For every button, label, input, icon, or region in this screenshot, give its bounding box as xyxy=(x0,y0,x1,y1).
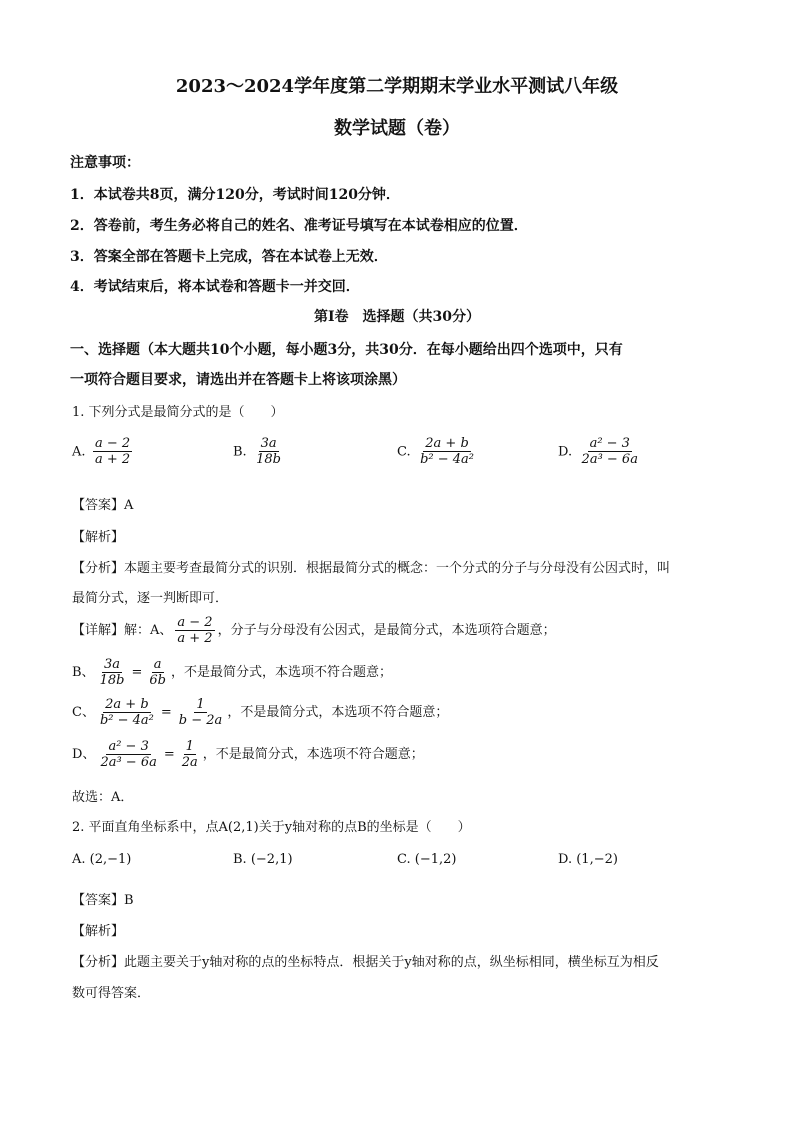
detail-suffix: ，不是最简分式，本选项不符合题意； xyxy=(202,747,424,762)
q2-analysis-heading: 【解析】 xyxy=(72,924,125,939)
option-label: C. xyxy=(397,444,411,460)
option-label: C. xyxy=(397,852,411,867)
q1-analysis: 【分析】本题主要考查最简分式的识别．根据最简分式的概念：一个分式的分子与分母没有公因式时，叫 xyxy=(72,561,671,576)
q2-analysis: 【分析】此题主要关于y轴对称的点的坐标特点．根据关于y轴对称的点，纵坐标相同，横坐标互为相反 xyxy=(72,955,659,970)
numerator: 3a xyxy=(260,436,277,451)
denominator: 18b xyxy=(99,673,125,688)
numerator: a² − 3 xyxy=(108,739,149,754)
notice-item: 4．考试结束后，将本试卷和答题卡一并交回． xyxy=(70,279,360,295)
notice-item: 2．答卷前，考生务必将自己的姓名、准考证号填写在本试卷相应的位置． xyxy=(70,218,528,234)
numerator: a² − 3 xyxy=(589,436,630,451)
fraction xyxy=(98,697,156,728)
denominator: 2a³ − 6a xyxy=(581,452,638,467)
fraction xyxy=(580,436,640,467)
fraction xyxy=(98,739,158,770)
q1-option-b xyxy=(233,436,286,467)
fraction xyxy=(98,657,127,688)
q1-answer: 【答案】A xyxy=(72,498,134,513)
section-instruction: 一、选择题（本大题共10个小题，每小题3分，共30分．在每小题给出四个选项中，只有 xyxy=(70,342,623,358)
detail-suffix: ，分子与分母没有公因式，是最简分式，本选项符合题意； xyxy=(217,623,556,638)
q2-option-b xyxy=(233,852,293,867)
page-title: 2023～2024学年度第二学期期末学业水平测试八年级 xyxy=(175,76,619,97)
option-label: A. xyxy=(72,444,86,460)
q1-analysis: 最简分式，逐一判断即可． xyxy=(72,591,229,606)
denominator: 2a³ − 6a xyxy=(100,755,157,770)
notice-heading: 注意事项： xyxy=(70,155,140,171)
section-title: 第Ⅰ卷 选择题（共30分） xyxy=(313,309,481,325)
option-value: (2,−1) xyxy=(89,852,132,867)
q2-option-d xyxy=(558,852,618,867)
denominator: a + 2 xyxy=(94,452,131,467)
numerator: a − 2 xyxy=(177,615,213,630)
question-2-stem: 2. 平面直角坐标系中，点A(2,1)关于y轴对称的点B的坐标是（ ） xyxy=(72,820,471,835)
detail-prefix: D、 xyxy=(72,747,96,762)
detail-suffix: ，不是最简分式，本选项不符合题意； xyxy=(227,705,449,720)
fraction xyxy=(147,657,168,688)
q1-analysis-heading: 【解析】 xyxy=(72,530,125,545)
page-subtitle: 数学试题（卷） xyxy=(334,118,460,139)
numerator: 1 xyxy=(185,739,194,754)
question-1-stem: 1. 下列分式是最简分式的是（ ） xyxy=(72,405,284,420)
q1-option-a xyxy=(72,436,135,467)
numerator: 1 xyxy=(196,697,205,712)
detail-prefix: 【详解】解：A、 xyxy=(72,623,173,638)
detail-prefix: B、 xyxy=(72,665,95,680)
numerator: 3a xyxy=(103,657,121,672)
q1-detail-b: B、 $\frac{3a}{18b}$ = $\frac{a}{6b}$ ，不是最简分式，本选项不符合题意； xyxy=(72,657,392,688)
denominator: 2a xyxy=(181,755,198,770)
denominator: 18b xyxy=(256,452,282,467)
fraction xyxy=(177,697,225,728)
detail-prefix: C、 xyxy=(72,705,95,720)
numerator: a − 2 xyxy=(94,436,131,451)
option-value: (−2,1) xyxy=(250,852,293,867)
notice-item: 1．本试卷共8页，满分120分，考试时间120分钟． xyxy=(70,187,400,203)
q2-option-c xyxy=(397,852,456,867)
q1-detail-c: C、 $\frac{2a + b}{\text{b² − 4a²}}$ = $\frac{1}{b - 2a}$ ，不是最简分式，本选项不符合题意； xyxy=(72,697,449,728)
denominator: b² − 4a² xyxy=(99,713,154,728)
denominator: b² − 4a² xyxy=(420,452,475,467)
fraction xyxy=(418,436,476,467)
q1-detail-a xyxy=(72,615,556,646)
q1-option-d xyxy=(558,436,643,467)
option-label: B. xyxy=(233,444,247,460)
denominator: a + 2 xyxy=(177,631,213,646)
fraction xyxy=(175,615,214,646)
option-value: (−1,2) xyxy=(414,852,457,867)
option-label: B. xyxy=(233,852,247,867)
fraction xyxy=(93,436,132,467)
numerator: a xyxy=(153,657,162,672)
q2-option-a xyxy=(72,852,131,867)
q2-answer: 【答案】B xyxy=(72,893,134,908)
q1-conclusion: 故选：A． xyxy=(72,790,134,805)
fraction xyxy=(180,739,200,770)
detail-suffix: ，不是最简分式，本选项不符合题意； xyxy=(170,665,392,680)
q2-analysis: 数可得答案． xyxy=(72,986,151,1001)
notice-item: 3．答案全部在答题卡上完成，答在本试卷上无效． xyxy=(70,249,388,265)
numerator: 2a + b xyxy=(105,697,149,712)
option-value: (1,−2) xyxy=(576,852,618,867)
denominator: 6b xyxy=(149,673,166,688)
denominator: b − 2a xyxy=(178,713,223,728)
fraction xyxy=(254,436,283,467)
option-label: D. xyxy=(558,852,573,867)
numerator: 2a + b xyxy=(425,436,469,451)
q1-detail-d: D、 $\frac{\text{a² − 3}}{\text{2a³ − 6a}}$ = $\frac{1}{2a}$ ，不是最简分式，本选项不符合题意； xyxy=(72,739,424,770)
option-label: D. xyxy=(558,444,573,460)
section-instruction: 一项符合题目要求，请选出并在答题卡上将该项涂黑） xyxy=(70,372,406,388)
option-label: A. xyxy=(72,852,86,867)
q1-option-c xyxy=(397,436,479,467)
